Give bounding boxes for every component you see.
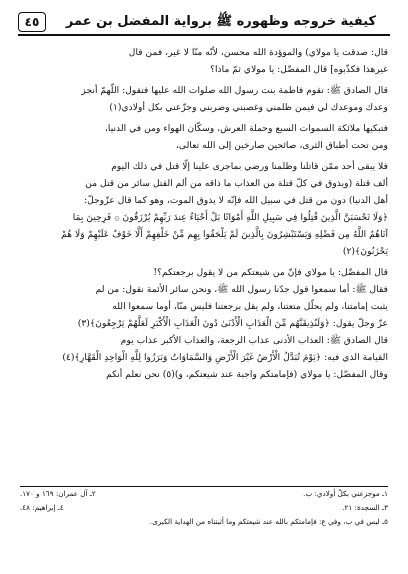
text-line: قال الصادق ﷺ: تقوم فاطمة بنت رسول الله صلوات الله عليها فتقول: اللّهمّ أنجز xyxy=(81,85,388,96)
footnote-4: ٤ـ إبراهيم: ٤٨. xyxy=(20,503,64,512)
text-line: وقال المفضّل: يا مولاي (فإمامتكم واجبة عند شيعتكم، و)(٥) نحن نعلم أنكم xyxy=(106,369,388,380)
quran-verse-line: يَحْزَنُونَ﴾(٢) xyxy=(342,246,388,257)
page-number: ٤٥ xyxy=(18,12,46,32)
quran-verse-line: ﴿وَلَا تَحْسَبَنَّ الَّذِينَ قُتِلُوا فِي سَبِيلِ اللَّهِ أَمْوَاتًا بَلْ أَحْيَاءٌ عِندَ رَبِّهِمْ يُرْزَقُونَ ۞ فَرِحِينَ بِمَا xyxy=(72,212,388,223)
text-line: وعدك وموعدك لي فيمن ظلمني وغصبني وضربني وجزّعني بكل أولادي(١) xyxy=(109,102,388,113)
footnote-2: ٢ـ آل عمران: ١٦٩ و ١٧٠. xyxy=(20,489,96,498)
text-line: القيامة الذي فيه: ﴿يَوْمَ تُبَدَّلُ الْأَرْضُ غَيْرَ الْأَرْضِ وَالسَّمَاوَاتُ وَبَرَزُوا لِلَّهِ الْوَاحِدِ الْقَهَّارِ﴾(٤) xyxy=(62,352,388,363)
footnote-1: ١ـ موجزعني بكلّ أولادي: ب. xyxy=(303,489,388,498)
body-text xyxy=(20,44,388,464)
footnotes xyxy=(20,486,388,567)
text-line: ألف قتلة (ويذوق في كلّ قتلة من العذاب ما ذاقه من ألم القتل سائر من قتل من xyxy=(85,178,388,189)
text-line: غيرهذا فكذّبوه] قال المفضّل: يا مولاي ثمّ ماذا؟ xyxy=(210,64,388,75)
text-line: فتبكيها ملائكة السموات السبع وحملة العرش، وسكّان الهواء ومن في الدنيا، xyxy=(104,123,388,134)
text-line: ومن تحت أطباق الثرى، صائحين صارخين إلى الله تعالى، xyxy=(175,140,388,151)
header-title: كيفية خروجه وظهوره ﷺ برواية المفضل بن عمر xyxy=(65,13,377,29)
text-line: أهل الدنيا) دون من قتل في سبيل الله فإنّه لا يذوق الموت، وهو كما قال عزّوجلّ: xyxy=(84,195,388,206)
text-line: قال المفضّل: يا مولاي فإنّ من شيعتكم من لا يقول برجعتكم؟! xyxy=(153,267,388,278)
quran-verse-line: آتَاهُمُ اللَّهُ مِن فَضْلِهِ وَيَسْتَبْشِرُونَ بِالَّذِينَ لَمْ يَلْحَقُوا بِهِم مِّنْ خَلْفِهِمْ أَلَّا خَوْفٌ عَلَيْهِمْ وَلَا هُمْ xyxy=(61,229,388,240)
running-header xyxy=(18,10,390,36)
text-line: قال: صدقت يا مولاي) والموؤدة الله محسن، لأنّه منّا لا غير، فمن قال xyxy=(128,47,388,58)
text-line: عزّ وجلّ يقول: ﴿وَلَنُذِيقَنَّهُم مِّنَ الْعَذَابِ الْأَدْنَىٰ دُونَ الْعَذَابِ الْأَكْبَرِ لَعَلَّهُمْ يَرْجِعُونَ﴾(٣) xyxy=(77,318,388,329)
text-line: فقال ﷺ: أما سمعوا قول جدّنا رسول الله ﷺ، ونحن سائر الأئمة نقول: من لم xyxy=(95,284,388,295)
text-line: فلا يبقى أحد ممّن قاتلنا وظلمنا ورضي بماجرى علينا إلّا قتل في ذلك اليوم xyxy=(111,161,388,172)
text-line: يثبت إمامتنا، ولم يحلّل متعتنا، ولم يقل برجعتنا فليس منّا، أوما سمعوا الله xyxy=(112,301,388,312)
footnote-5: ٥ـ ليس في ب، وفي ع: فإمامتكم بالله عند شيعتكم وما أثبتناه من الهداية الكبرى. xyxy=(149,517,388,526)
text-line: قال الصادق ﷺ: العذاب الأدنى عذاب الرجعة، والعذاب الأكبر عذاب يوم xyxy=(120,335,388,346)
footnote-3: ٣ـ السجدة: ٢١. xyxy=(342,503,388,512)
